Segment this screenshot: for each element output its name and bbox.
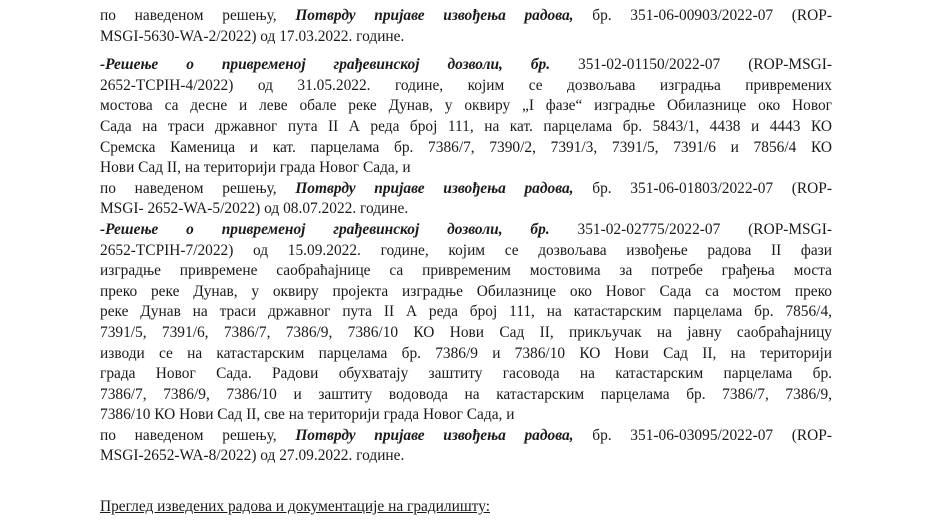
block3-line-5: реке Дунав на траси државног пута II А реда број 111, на катастарским парцелама бр. 7856/4, xyxy=(100,303,832,321)
block3-line-1 xyxy=(100,220,832,241)
block1-number-a: бр. 351-06-00903/2022-07 (ROP- xyxy=(592,7,832,24)
block3-line-3: изградње привремене саобраћајнице са привременим мостовима за потребе грађења моста xyxy=(100,262,832,280)
block2-line-3: мостова са десне и леве обале реке Дунав, у оквиру „I фазе“ изградње Обилазнице око Новог xyxy=(100,97,832,115)
block2-number: 351-02-01150/2022-07 (ROP-MSGI- xyxy=(578,56,832,74)
block3-line-4: преко реке Дунав, у оквиру пројекта изградње Обилазнице око Новог Сада са мостом преко xyxy=(100,282,832,300)
block3-permit-title: -Решење о привременој грађевинској дозволи, бр. xyxy=(100,220,550,238)
block3-line-10: 7386/10 КО Нови Сад II, све на територији града Новог Сада, и xyxy=(100,406,515,424)
block2-line-5: Сремска Каменица и кат. парцелама бр. 7386/7, 7390/2, 7391/3, 7391/5, 7391/6 и 7856/4 КО xyxy=(100,138,832,156)
block3-confirmation-line xyxy=(100,426,832,447)
permit-block-3 xyxy=(100,220,832,467)
block2-confirmation-number-a: бр. 351-06-01803/2022-07 (ROP- xyxy=(592,179,832,197)
block3-confirmation-title: Потврду пријаве извођења радова, xyxy=(295,426,574,444)
spacer xyxy=(100,47,832,55)
block2-number-line: MSGI- 2652-WA-5/2022) од 08.07.2022. године. xyxy=(100,200,409,218)
block3-intro: по наведеном решењу, xyxy=(100,426,277,444)
spacer xyxy=(100,467,832,497)
block3-confirmation-number-a: бр. 351-06-03095/2022-07 (ROP- xyxy=(592,426,832,444)
block1-number-line: MSGI-5630-WA-2/2022) од 17.03.2022. године. xyxy=(100,27,405,45)
permit-block-2 xyxy=(100,55,832,220)
block2-line-1 xyxy=(100,55,832,76)
block1-intro: по наведеном решењу, xyxy=(100,7,277,24)
section-heading: Преглед изведених радова и документације на градилишту: xyxy=(100,498,490,516)
block3-line-8: града Новог Сада. Радови обухватају заштиту гасовода на катастарским парцелама бр. xyxy=(100,365,832,383)
block3-number-line: MSGI-2652-WA-8/2022) од 27.09.2022. године. xyxy=(100,447,405,465)
permit-block-1 xyxy=(100,6,832,47)
block3-line-9: 7386/7, 7386/9, 7386/10 и заштиту водовода на катастарским парцелама бр. 7386/7, 7386/9, xyxy=(100,385,832,403)
block2-confirmation-line xyxy=(100,179,832,200)
block2-intro: по наведеном решењу, xyxy=(100,179,277,197)
block2-line-2: 2652-TCPIH-4/2022) од 31.05.2022. године, којим се дозвољава изградња привремених xyxy=(100,76,832,94)
block3-line-7: изводи се на катастарским парцелама бр. 7386/9 и 7386/10 КО Нови Сад II, на територији xyxy=(100,344,832,362)
block3-line-6: 7391/5, 7391/6, 7386/7, 7386/9, 7386/10 КО Нови Сад II, прикључак на јавну саобраћајницу xyxy=(100,323,832,341)
block1-confirmation-title: Потврду пријаве извођења радова, xyxy=(295,7,574,24)
block2-line-4: Сада на траси државног пута II А реда број 111, на кат. парцелама бр. 5843/1, 4438 и 4443 КО xyxy=(100,117,832,135)
block1-confirmation-line xyxy=(100,6,832,27)
block2-permit-title: -Решење о привременој грађевинској дозволи, бр. xyxy=(100,56,551,74)
block2-line-6: Нови Сад II, на територији града Новог Сада, и xyxy=(100,159,411,177)
document-body xyxy=(100,0,832,518)
block2-confirmation-title: Потврду пријаве извођења радова, xyxy=(295,179,574,197)
block3-number: 351-02-02775/2022-07 (ROP-MSGI- xyxy=(577,220,832,238)
block3-line-2: 2652-TCPIH-7/2022) од 15.09.2022. године, којим се дозвољава извођење радова II фази xyxy=(100,241,832,259)
